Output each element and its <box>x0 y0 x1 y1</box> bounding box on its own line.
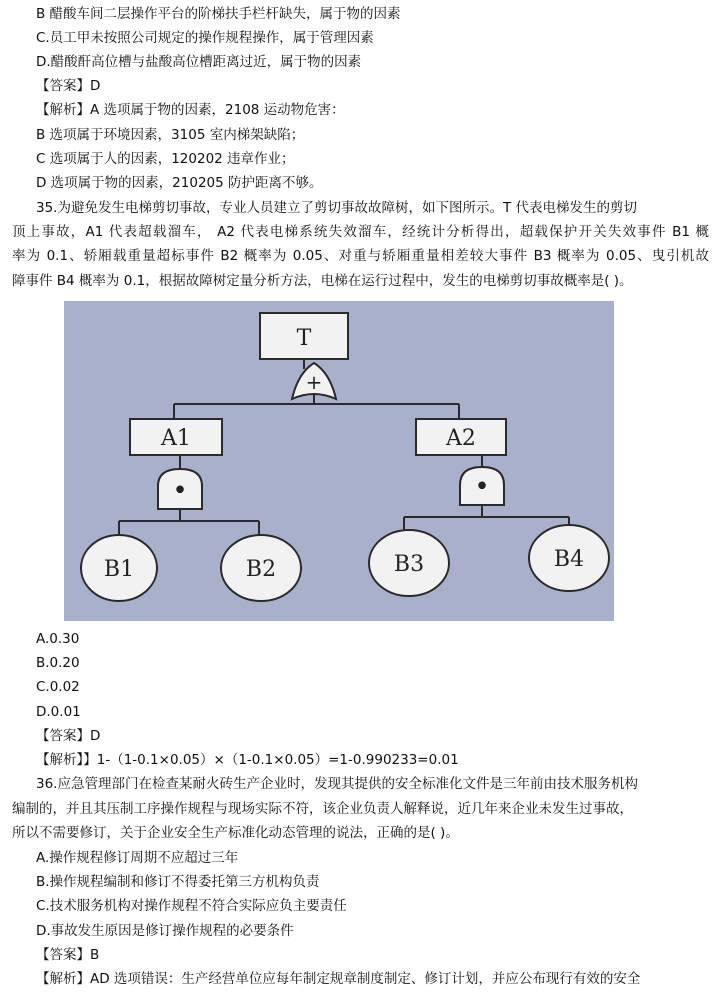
q35-option-a: A.0.30 <box>36 631 80 647</box>
q35-stem-2: 顶上事故，A1 代表超载溜车， A2 代表电梯系统失效溜车，经统计分析得出，超载保护开关失效事件 B1 概 <box>12 224 709 240</box>
q36-analysis-1: 【解析】AD 选项错误：生产经营单位应每年制定规章制度制定、修订计划，并应公布现行有效的安全 <box>36 971 641 987</box>
q36-stem-3: 所以不需要修订，关于企业安全生产标准化动态管理的说法，正确的是( )。 <box>12 825 459 841</box>
a1-label: A1 <box>161 426 191 451</box>
q35-option-b: B.0.20 <box>36 655 80 671</box>
q36-stem-1: 36.应急管理部门在检查某耐火砖生产企业时，发现其提供的安全标准化文件是三年前由技术服务机构 <box>36 776 638 792</box>
q34-option-c: C.员工甲未按照公司规定的操作规程操作，属于管理因素 <box>36 30 374 46</box>
q36-option-d: D.事故发生原因是修订操作规程的必要条件 <box>36 923 294 939</box>
b1-label: B1 <box>103 557 135 582</box>
a2-label: A2 <box>446 426 476 451</box>
q36-option-a: A.操作规程修订周期不应超过三年 <box>36 850 239 866</box>
q35-stem-3: 率为 0.1、轿厢载重量超标事件 B2 概率为 0.05、对重与轿厢重量相差较大事件 B3 概率为 0.05、曳引机故 <box>12 248 709 264</box>
and-gate-right-label: • <box>474 472 490 502</box>
q34-option-d: D.醋酸酐高位槽与盐酸高位槽距离过近，属于物的因素 <box>36 54 362 70</box>
q34-option-b: B 醋酸车间二层操作平台的阶梯扶手栏杆缺失，属于物的因素 <box>36 6 401 22</box>
fault-tree-figure <box>64 301 614 621</box>
q34-analysis-1: 【解析】A 选项属于物的因素，2108 运动物危害： <box>36 102 345 118</box>
q34-analysis-3: C 选项属于人的因素，120202 违章作业； <box>36 151 295 167</box>
q36-answer: 【答案】B <box>36 947 100 963</box>
q34-analysis-2: B 选项属于环境因素，3105 室内梯架缺陷； <box>36 127 305 143</box>
b2-label: B2 <box>245 557 277 582</box>
b4-label: B4 <box>553 547 585 572</box>
q35-option-d: D.0.01 <box>36 704 81 720</box>
q36-stem-2: 编制的，并且其压制工序操作规程与现场实际不符，该企业负责人解释说，近几年来企业未发生过事故， <box>12 801 633 817</box>
and-gate-left-label: • <box>172 476 188 506</box>
q36-option-c: C.技术服务机构对操作规程不符合实际应负主要责任 <box>36 898 347 914</box>
q35-answer: 【答案】D <box>36 728 101 744</box>
b3-label: B3 <box>393 552 425 577</box>
q35-option-c: C.0.02 <box>36 679 80 695</box>
fault-tree-diagram <box>64 301 614 621</box>
q35-analysis: 【解析】】1-（1-0.1×0.05）×（1-0.1×0.05）=1-0.990233=0.01 <box>36 752 459 768</box>
q35-stem-1: 35.为避免发生电梯剪切事故，专业人员建立了剪切事故故障树，如下图所示。T 代表电梯发生的剪切 <box>36 200 638 216</box>
q36-option-b: B.操作规程编制和修订不得委托第三方机构负责 <box>36 874 320 890</box>
top-event-label: T <box>296 326 312 351</box>
q34-answer: 【答案】D <box>36 78 101 94</box>
q34-analysis-4: D 选项属于物的因素，210205 防护距离不够。 <box>36 175 323 191</box>
q35-stem-4: 障事件 B4 概率为 0.1，根据故障树定量分析方法，电梯在运行过程中，发生的电梯剪切事故概率是( )。 <box>12 273 633 289</box>
or-gate-label: + <box>305 370 323 394</box>
